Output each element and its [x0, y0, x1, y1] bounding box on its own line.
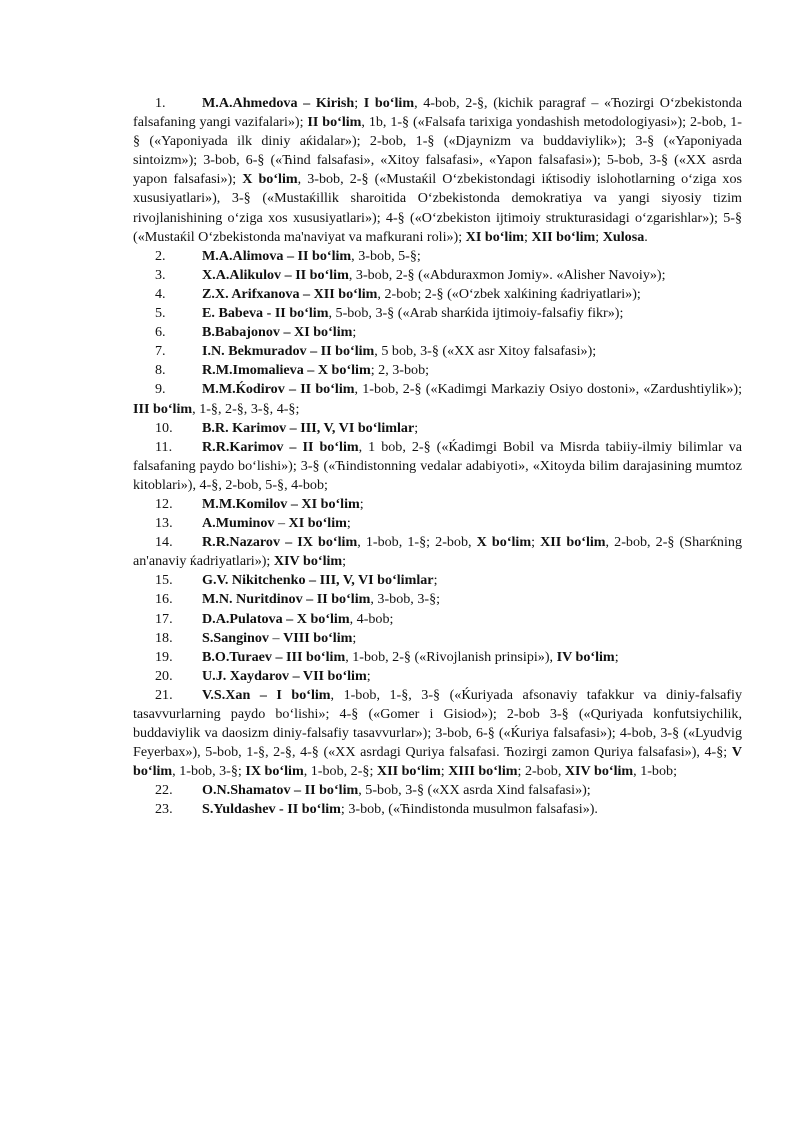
bold-text-segment: E. Babeva - II bo‘lim	[202, 305, 329, 322]
list-item	[133, 285, 742, 304]
list-item-number: 15.	[155, 572, 173, 589]
list-item	[133, 590, 742, 609]
bold-text-segment: M.M.Komilov – XI bo‘lim	[202, 495, 360, 512]
list-item-number: 11.	[155, 438, 173, 455]
text-segment: ;	[352, 324, 357, 341]
text-segment: , 4-bob;	[349, 610, 394, 627]
list-item-number: 3.	[155, 266, 166, 283]
list-item	[133, 629, 742, 648]
list-item	[133, 800, 742, 819]
bold-text-segment: X bo‘lim	[476, 534, 532, 551]
bold-text-segment: R.R.Karimov – II bo‘lim	[202, 438, 359, 455]
bold-text-segment: M.N. Nuritdinov – II bo‘lim	[202, 591, 371, 608]
list-item	[133, 667, 742, 686]
text-segment: ;	[433, 572, 438, 589]
list-item-number: 4.	[155, 285, 166, 302]
list-item	[133, 323, 742, 342]
bold-text-segment: IV bo‘lim	[556, 648, 615, 665]
text-segment: , 1-§, 2-§, 3-§, 4-§;	[192, 400, 300, 417]
bold-text-segment: X.A.Alikulov – II bo‘lim	[202, 266, 349, 283]
text-segment: –	[268, 629, 284, 646]
list-item-number: 5.	[155, 305, 166, 322]
bold-text-segment: XII bo‘lim	[531, 228, 596, 245]
list-item-number: 14.	[155, 534, 173, 551]
text-segment: , 1-bob, 1-§; 2-bob,	[357, 534, 477, 551]
list-item	[133, 533, 742, 571]
bold-text-segment: A.Muminov	[202, 515, 275, 532]
text-segment: ;	[359, 495, 364, 512]
list-item	[133, 686, 742, 781]
list-item-number: 9.	[155, 381, 166, 398]
list-item	[133, 514, 742, 533]
text-segment: , 1-bob, 2-§;	[303, 763, 377, 780]
text-segment: ;	[414, 419, 419, 436]
list-item	[133, 304, 742, 323]
list-item-number: 12.	[155, 495, 173, 512]
bold-text-segment: Xulosa	[602, 228, 645, 245]
bold-text-segment: R.M.Imomalieva – X bo‘lim	[202, 362, 371, 379]
bold-text-segment: M.M.Ќodirov – II bo‘lim	[202, 381, 355, 398]
bold-text-segment: XIII bo‘lim	[448, 763, 518, 780]
text-segment: , 3-bob, 3-§;	[370, 591, 441, 608]
text-segment: ; 3-bob, («Ћindistonda musulmon falsafasi»).	[340, 801, 598, 818]
text-segment: , 1 bob, 2-§ («Ќadimgi Bobil va Misrda tabiiy-ilmiy bilimlar va falsafaning paydo bo‘lishi»); 3-§ («Ћindistonning vedalar adabiyoti», «Xitoyda bilim darajasining mumtoz kitoblari»), 4-§, 2-bob, 5-§, 4-bob;	[133, 438, 742, 493]
list-item	[133, 438, 742, 495]
list-item	[133, 94, 742, 247]
bold-text-segment: B.Babajonov – XI bo‘lim	[202, 324, 353, 341]
bold-text-segment: U.J. Xaydarov – VII bo‘lim	[202, 667, 367, 684]
text-segment: ;	[531, 534, 541, 551]
text-segment: ;	[440, 763, 449, 780]
bold-text-segment: M.A.Alimova – II bo‘lim	[202, 247, 352, 264]
text-segment: , 2-bob, 2-§ (Sharќning an'anaviy ќadriyatlari»);	[133, 534, 742, 570]
list-item	[133, 419, 742, 438]
bold-text-segment: V.S.Xan – I bo‘lim	[202, 686, 331, 703]
bold-text-segment: X bo‘lim	[242, 171, 298, 188]
list-item-number: 22.	[155, 782, 173, 799]
bold-text-segment: I.N. Bekmuradov – II bo‘lim	[202, 343, 375, 360]
list-item	[133, 361, 742, 380]
text-segment: ; 2-bob,	[517, 763, 565, 780]
text-segment: , 1-bob, 1-§, 3-§ («Ќuriyada afsonaviy tafakkur va diniy-falsafiy tasavvurlarning paydo bo‘lishi»; 4-§ («Gomer i Gisiod»); 2-bob 3-§ («Quriyada konfutsiychilik, buddaviylik va daosizm diniy-falsafiy tasavvurlar»); 3-bob, 6-§ («Ќuriya falsafasi»); 4-bob, 3-§ («Lyudvig Feyerbax»), 5-bob, 1-§, 2-§, 4-§ («XX asrdagi Quriya falsafasi. Ћozirgi zamon Quriya falsafasi»), 4-§;	[133, 686, 743, 761]
list-item-number: 20.	[155, 667, 173, 684]
list-item	[133, 781, 742, 800]
text-segment: , 5-bob, 3-§ («Arab sharќida ijtimoiy-falsafiy fikr»);	[328, 305, 624, 322]
list-item-number: 6.	[155, 324, 166, 341]
bold-text-segment: B.R. Karimov – III, V, VI bo‘limlar	[202, 419, 415, 436]
text-segment: , 1-bob;	[633, 763, 677, 780]
text-segment: , 1-bob, 2-§ («Kadimgi Markaziy Osiyo dostoni», «Zardushtiylik»);	[354, 381, 742, 398]
bold-text-segment: S.Sanginov	[202, 629, 269, 646]
text-segment: , 1b, 1-§ («Falsafa tarixiga yondashish metodologiyasi»); 2-bob, 1-§ («Yaponiyada ilk diniy aќidalar»); 2-bob, 1-§ («Djaynizm va buddaviylik»); 3-§ («Yaponiyada sintoizm»); 3-bob, 6-§ («Ћind falsafasi», «Xitoy falsafasi», «Yapon falsafasi»); 5-bob, 3-§ («XX asrda yapon falsafasi»);	[133, 114, 742, 188]
text-segment: , 3-bob, 2-§ («Mustaќil O‘zbekistondagi iќtisodiy islohotlarning o‘ziga xos xususiyatlari»), 3-§ («Mustaќillik sharoitida O‘zbekistonda demokratiya va yangi siyosiy tizim rivojlanishining o‘ziga xos xususiyatlari»); 4-§ («O‘zbekiston ijtimoiy strukturasidagi o‘zgarishlar»); 5-§ («Mustaќil O‘zbekistonda ma'naviyat va mafkurani roli»);	[133, 171, 742, 245]
list-item-number: 10.	[155, 419, 173, 436]
text-segment: , 5-bob, 3-§ («XX asrda Xind falsafasi»);	[358, 782, 591, 799]
bold-text-segment: III bo‘lim	[133, 400, 193, 417]
text-segment: ;	[614, 648, 619, 665]
bold-text-segment: XII bo‘lim	[540, 534, 606, 551]
list-item	[133, 342, 742, 361]
text-segment: ;	[595, 228, 603, 245]
text-segment: , 2-bob; 2-§ («O‘zbek xalќining ќadriyatlari»);	[377, 285, 641, 302]
text-segment: , 3-bob, 2-§ («Abduraxmon Jomiy». «Alisher Navoiy»);	[348, 266, 666, 283]
text-segment: ;	[524, 228, 532, 245]
list-item-number: 1.	[155, 95, 166, 111]
text-segment: ;	[342, 553, 347, 570]
bold-text-segment: B.O.Turaev – III bo‘lim	[202, 648, 346, 665]
bold-text-segment: XI bo‘lim	[288, 515, 347, 532]
list-item-number: 8.	[155, 362, 166, 379]
text-segment: ;	[352, 629, 357, 646]
text-segment: , 3-bob, 5-§;	[351, 247, 421, 264]
bold-text-segment: S.Yuldashev - II bo‘lim	[202, 801, 341, 818]
list-item-number: 23.	[155, 801, 173, 818]
bold-text-segment: G.V. Nikitchenko – III, V, VI bo‘limlar	[202, 572, 434, 589]
bold-text-segment: R.R.Nazarov – IX bo‘lim	[202, 534, 358, 551]
list-item-number: 13.	[155, 515, 173, 532]
text-segment: ;	[354, 95, 364, 111]
bold-text-segment: XII bo‘lim	[376, 763, 441, 780]
bold-text-segment: II bo‘lim	[307, 114, 362, 131]
text-segment: .	[644, 228, 648, 245]
bold-text-segment: IX bo‘lim	[245, 763, 304, 780]
bold-text-segment: D.A.Pulatova – X bo‘lim	[202, 610, 350, 627]
list-item-number: 19.	[155, 648, 173, 665]
text-segment: –	[274, 515, 289, 532]
text-segment: ;	[366, 667, 371, 684]
list-item	[133, 266, 742, 285]
bold-text-segment: O.N.Shamatov – II bo‘lim	[202, 782, 359, 799]
text-segment: , 5 bob, 3-§ («XX asr Xitoy falsafasi»);	[374, 343, 597, 360]
list-item-number: 16.	[155, 591, 173, 608]
list-item	[133, 610, 742, 629]
bold-text-segment: XI bo‘lim	[465, 228, 525, 245]
list-item-number: 18.	[155, 629, 173, 646]
text-segment: , 4-bob, 2-§, (kichik paragraf – «Ћozirgi O‘zbekistonda falsafaning yangi vazifalari»);	[133, 95, 742, 131]
bold-text-segment: VIII bo‘lim	[283, 629, 353, 646]
text-segment: , 1-bob, 2-§ («Rivojlanish prinsipi»),	[345, 648, 557, 665]
authors-contribution-list	[133, 94, 742, 820]
list-item	[133, 495, 742, 514]
list-item-number: 7.	[155, 343, 166, 360]
bold-text-segment: M.A.Ahmedova – Kirish	[202, 95, 355, 111]
bold-text-segment: XIV bo‘lim	[564, 763, 634, 780]
bold-text-segment: V bo‘lim	[133, 744, 742, 780]
list-item	[133, 571, 742, 590]
text-segment: ;	[346, 515, 351, 532]
text-segment: , 1-bob, 3-§;	[172, 763, 246, 780]
list-item-number: 2.	[155, 247, 166, 264]
bold-text-segment: Z.X. Arifxanova – XII bo‘lim	[202, 285, 378, 302]
text-segment: ; 2, 3-bob;	[370, 362, 430, 379]
list-item	[133, 648, 742, 667]
bold-text-segment: XIV bo‘lim	[273, 553, 343, 570]
list-item	[133, 380, 742, 418]
list-item	[133, 247, 742, 266]
bold-text-segment: I bo‘lim	[363, 95, 415, 111]
list-item-number: 21.	[155, 686, 173, 703]
list-item-number: 17.	[155, 610, 173, 627]
